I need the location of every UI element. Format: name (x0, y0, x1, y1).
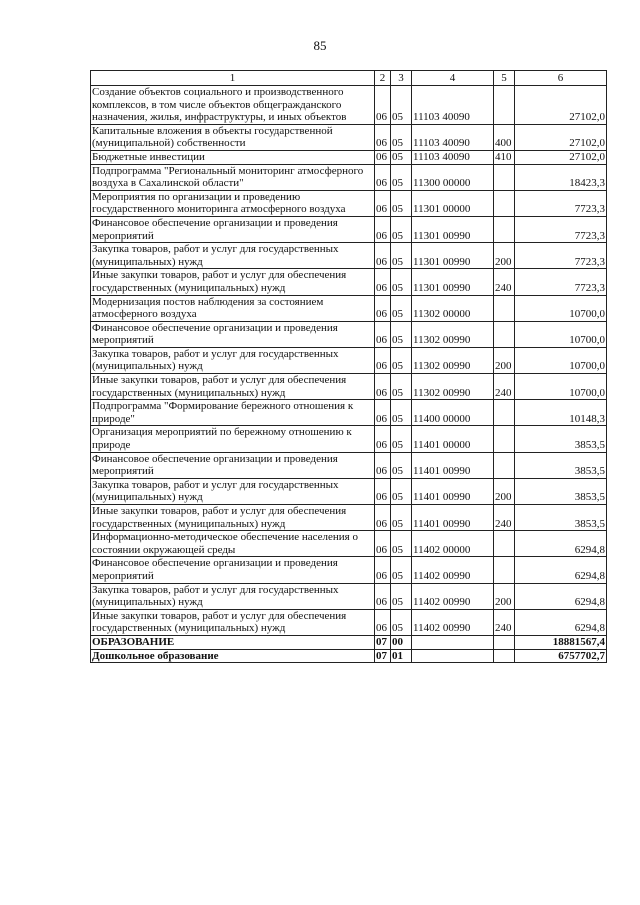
row-value-cell: 05 (391, 505, 412, 531)
header-cell: 6 (515, 71, 607, 86)
row-name-cell: Иные закупки товаров, работ и услуг для обеспечения государственных (муниципальных) нужд (91, 505, 375, 531)
row-value-cell: 11301 00990 (412, 216, 494, 242)
row-value-cell: 11302 00990 (412, 374, 494, 400)
table-body (91, 86, 607, 663)
table-row (91, 347, 607, 373)
row-value-cell: 05 (391, 531, 412, 557)
table-row (91, 649, 607, 663)
row-value-cell: 7723,3 (515, 243, 607, 269)
row-name-cell: Подпрограмма "Формирование бережного отношения к природе" (91, 400, 375, 426)
row-value-cell: 10700,0 (515, 321, 607, 347)
row-value-cell (494, 635, 515, 649)
row-value-cell (494, 400, 515, 426)
row-value-cell: 10700,0 (515, 295, 607, 321)
row-value-cell (412, 649, 494, 663)
row-value-cell: 11402 00990 (412, 583, 494, 609)
row-value-cell (494, 649, 515, 663)
table-row (91, 452, 607, 478)
table-row (91, 583, 607, 609)
table-row (91, 635, 607, 649)
table-row (91, 400, 607, 426)
row-value-cell: 06 (375, 190, 391, 216)
table-row (91, 505, 607, 531)
row-value-cell: 3853,5 (515, 505, 607, 531)
row-value-cell: 06 (375, 531, 391, 557)
row-value-cell (494, 426, 515, 452)
row-name-cell: Модернизация постов наблюдения за состоянием атмосферного воздуха (91, 295, 375, 321)
table-row (91, 164, 607, 190)
row-value-cell: 05 (391, 164, 412, 190)
row-value-cell: 06 (375, 295, 391, 321)
row-value-cell: 06 (375, 124, 391, 150)
row-value-cell: 27102,0 (515, 124, 607, 150)
row-value-cell: 11301 00000 (412, 190, 494, 216)
budget-table (90, 70, 607, 663)
row-value-cell: 200 (494, 243, 515, 269)
row-value-cell: 240 (494, 505, 515, 531)
row-value-cell: 11103 40090 (412, 150, 494, 164)
table-header-row (91, 71, 607, 86)
row-value-cell: 05 (391, 243, 412, 269)
row-value-cell: 11401 00990 (412, 505, 494, 531)
row-value-cell: 05 (391, 295, 412, 321)
row-value-cell: 7723,3 (515, 216, 607, 242)
row-value-cell (494, 295, 515, 321)
row-value-cell: 3853,5 (515, 478, 607, 504)
table-row (91, 124, 607, 150)
table-row (91, 86, 607, 125)
row-value-cell: 11302 00000 (412, 295, 494, 321)
row-value-cell: 06 (375, 400, 391, 426)
row-value-cell: 06 (375, 583, 391, 609)
row-value-cell (494, 557, 515, 583)
row-name-cell: ОБРАЗОВАНИЕ (91, 635, 375, 649)
row-name-cell: Организация мероприятий по бережному отношению к природе (91, 426, 375, 452)
row-value-cell: 05 (391, 583, 412, 609)
row-value-cell: 05 (391, 426, 412, 452)
row-value-cell: 6294,8 (515, 557, 607, 583)
row-value-cell: 05 (391, 86, 412, 125)
row-value-cell: 11400 00000 (412, 400, 494, 426)
row-value-cell: 05 (391, 190, 412, 216)
row-value-cell: 11402 00990 (412, 557, 494, 583)
row-name-cell: Финансовое обеспечение организации и проведения мероприятий (91, 216, 375, 242)
row-value-cell: 11103 40090 (412, 86, 494, 125)
row-value-cell: 05 (391, 150, 412, 164)
row-value-cell: 07 (375, 649, 391, 663)
row-value-cell (494, 164, 515, 190)
header-cell: 4 (412, 71, 494, 86)
row-value-cell (494, 216, 515, 242)
row-value-cell: 27102,0 (515, 150, 607, 164)
row-value-cell: 06 (375, 609, 391, 635)
row-name-cell: Информационно-методическое обеспечение населения о состоянии окружающей среды (91, 531, 375, 557)
row-value-cell: 27102,0 (515, 86, 607, 125)
row-value-cell: 05 (391, 124, 412, 150)
table-row (91, 295, 607, 321)
page-number: 85 (313, 38, 327, 53)
table-row (91, 478, 607, 504)
row-value-cell: 11401 00990 (412, 452, 494, 478)
row-value-cell: 06 (375, 269, 391, 295)
row-value-cell: 05 (391, 216, 412, 242)
row-value-cell: 05 (391, 374, 412, 400)
row-value-cell: 06 (375, 452, 391, 478)
row-value-cell: 11302 00990 (412, 321, 494, 347)
row-name-cell: Финансовое обеспечение организации и проведения мероприятий (91, 452, 375, 478)
row-value-cell: 240 (494, 609, 515, 635)
row-value-cell: 6294,8 (515, 531, 607, 557)
row-value-cell: 06 (375, 86, 391, 125)
table-row (91, 243, 607, 269)
row-value-cell: 400 (494, 124, 515, 150)
header-cell: 2 (375, 71, 391, 86)
row-value-cell: 06 (375, 347, 391, 373)
row-value-cell: 05 (391, 269, 412, 295)
header-cell: 3 (391, 71, 412, 86)
row-value-cell: 3853,5 (515, 426, 607, 452)
row-value-cell: 18423,3 (515, 164, 607, 190)
row-value-cell (494, 86, 515, 125)
row-name-cell: Иные закупки товаров, работ и услуг для обеспечения государственных (муниципальных) нужд (91, 269, 375, 295)
row-value-cell: 410 (494, 150, 515, 164)
row-value-cell: 06 (375, 478, 391, 504)
row-value-cell (494, 452, 515, 478)
row-value-cell: 05 (391, 321, 412, 347)
row-name-cell: Финансовое обеспечение организации и проведения мероприятий (91, 321, 375, 347)
row-value-cell: 05 (391, 557, 412, 583)
row-value-cell: 05 (391, 347, 412, 373)
row-value-cell: 10148,3 (515, 400, 607, 426)
row-value-cell: 11302 00990 (412, 347, 494, 373)
row-value-cell: 05 (391, 609, 412, 635)
row-value-cell: 11301 00990 (412, 243, 494, 269)
row-value-cell: 18881567,4 (515, 635, 607, 649)
table-row (91, 531, 607, 557)
table-row (91, 374, 607, 400)
row-value-cell: 200 (494, 583, 515, 609)
row-value-cell: 240 (494, 269, 515, 295)
row-value-cell (494, 321, 515, 347)
row-value-cell (494, 190, 515, 216)
row-value-cell: 7723,3 (515, 190, 607, 216)
row-value-cell: 6294,8 (515, 609, 607, 635)
row-value-cell: 200 (494, 478, 515, 504)
row-value-cell: 05 (391, 400, 412, 426)
row-value-cell: 6757702,7 (515, 649, 607, 663)
table-row (91, 216, 607, 242)
row-value-cell: 10700,0 (515, 374, 607, 400)
row-name-cell: Мероприятия по организации и проведению государственного мониторинга атмосферного воздуха (91, 190, 375, 216)
row-value-cell: 06 (375, 505, 391, 531)
row-value-cell: 11301 00990 (412, 269, 494, 295)
row-value-cell: 05 (391, 452, 412, 478)
row-value-cell: 06 (375, 426, 391, 452)
row-value-cell: 200 (494, 347, 515, 373)
row-name-cell: Капитальные вложения в объекты государственной (муниципальной) собственности (91, 124, 375, 150)
row-value-cell: 01 (391, 649, 412, 663)
row-value-cell: 10700,0 (515, 347, 607, 373)
table-row (91, 557, 607, 583)
table-row (91, 609, 607, 635)
table-row (91, 269, 607, 295)
row-name-cell: Подпрограмма "Региональный мониторинг атмосферного воздуха в Сахалинской области" (91, 164, 375, 190)
row-value-cell: 7723,3 (515, 269, 607, 295)
row-value-cell: 11300 00000 (412, 164, 494, 190)
header-cell: 1 (91, 71, 375, 86)
row-value-cell: 6294,8 (515, 583, 607, 609)
row-name-cell: Иные закупки товаров, работ и услуг для обеспечения государственных (муниципальных) нужд (91, 609, 375, 635)
row-value-cell: 06 (375, 321, 391, 347)
row-name-cell: Закупка товаров, работ и услуг для государственных (муниципальных) нужд (91, 347, 375, 373)
row-value-cell (494, 531, 515, 557)
row-name-cell: Создание объектов социального и производственного комплексов, в том числе объектов общегражданского назначения, жилья, инфраструктуры, и иных объектов (91, 86, 375, 125)
row-value-cell: 11103 40090 (412, 124, 494, 150)
row-name-cell: Закупка товаров, работ и услуг для государственных (муниципальных) нужд (91, 583, 375, 609)
row-value-cell: 06 (375, 374, 391, 400)
row-value-cell: 05 (391, 478, 412, 504)
table-row (91, 190, 607, 216)
row-value-cell: 06 (375, 164, 391, 190)
row-name-cell: Бюджетные инвестиции (91, 150, 375, 164)
row-name-cell: Финансовое обеспечение организации и проведения мероприятий (91, 557, 375, 583)
header-cell: 5 (494, 71, 515, 86)
row-value-cell: 06 (375, 150, 391, 164)
row-value-cell: 06 (375, 557, 391, 583)
row-name-cell: Дошкольное образование (91, 649, 375, 663)
row-value-cell: 06 (375, 243, 391, 269)
row-value-cell: 00 (391, 635, 412, 649)
row-value-cell: 11402 00990 (412, 609, 494, 635)
table-row (91, 150, 607, 164)
row-value-cell (412, 635, 494, 649)
row-value-cell: 240 (494, 374, 515, 400)
row-value-cell: 3853,5 (515, 452, 607, 478)
row-name-cell: Закупка товаров, работ и услуг для государственных (муниципальных) нужд (91, 478, 375, 504)
table-row (91, 321, 607, 347)
row-value-cell: 11401 00990 (412, 478, 494, 504)
row-name-cell: Иные закупки товаров, работ и услуг для обеспечения государственных (муниципальных) нужд (91, 374, 375, 400)
table-row (91, 426, 607, 452)
row-value-cell: 11402 00000 (412, 531, 494, 557)
row-value-cell: 11401 00000 (412, 426, 494, 452)
row-value-cell: 06 (375, 216, 391, 242)
row-name-cell: Закупка товаров, работ и услуг для государственных (муниципальных) нужд (91, 243, 375, 269)
row-value-cell: 07 (375, 635, 391, 649)
